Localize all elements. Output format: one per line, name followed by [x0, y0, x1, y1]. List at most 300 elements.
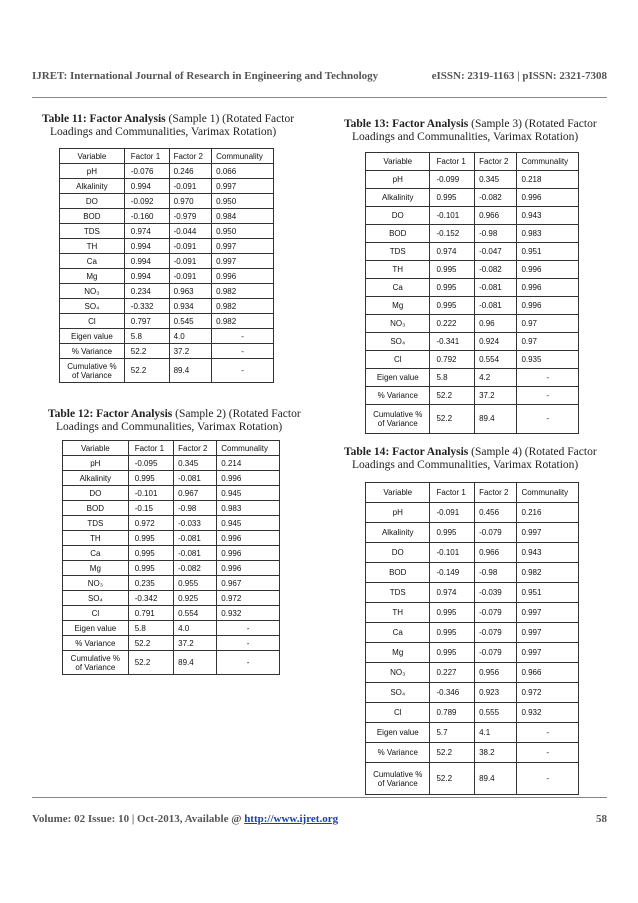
row-label: Ca — [366, 279, 430, 297]
table-cell: 0.983 — [217, 501, 280, 516]
table-cell: -0.346 — [430, 683, 475, 703]
row-label: Alkalinity — [366, 189, 430, 207]
table-cell: 89.4 — [169, 359, 212, 383]
table-cell: 0.995 — [430, 623, 475, 643]
issn: eISSN: 2319-1163 | pISSN: 2321-7308 — [431, 70, 607, 82]
table-row — [60, 194, 274, 209]
journal-link[interactable]: http://www.ijret.org — [244, 813, 339, 825]
row-label: Cl — [366, 703, 430, 723]
table-cell: 89.4 — [475, 763, 517, 795]
table-label: Table 14 — [344, 446, 386, 458]
table-cell: 0.996 — [517, 297, 579, 315]
table-cell: -0.079 — [475, 623, 517, 643]
table-row — [366, 189, 579, 207]
row-label: TH — [366, 261, 430, 279]
table-cell: 0.972 — [217, 591, 280, 606]
table-cell: - — [517, 743, 579, 763]
table-cell: 0.995 — [430, 189, 475, 207]
table-row — [63, 606, 280, 621]
column-header: Factor 1 — [430, 483, 475, 503]
table-cell: 37.2 — [174, 636, 217, 651]
table-row — [366, 663, 579, 683]
table-cell: 0.966 — [475, 207, 517, 225]
table-cell: -0.342 — [128, 591, 173, 606]
table-header-row — [366, 483, 579, 503]
table-cell: -0.081 — [475, 297, 517, 315]
table-row — [366, 583, 579, 603]
row-label: Alkalinity — [63, 471, 129, 486]
table-row — [63, 576, 280, 591]
table-row — [366, 603, 579, 623]
table-header-row — [60, 149, 274, 164]
table-cell: 0.966 — [517, 663, 579, 683]
table-cell: 0.222 — [430, 315, 475, 333]
row-label: NO₃ — [63, 576, 129, 591]
table-cell: -0.091 — [169, 254, 212, 269]
table-row — [63, 636, 280, 651]
table-cell: 52.2 — [430, 763, 475, 795]
table-cell: 4.0 — [174, 621, 217, 636]
page-header — [32, 70, 607, 82]
table-cell: 0.96 — [475, 315, 517, 333]
table-header-row — [63, 441, 280, 456]
table-cell: 0.951 — [517, 243, 579, 261]
table-cell: 0.345 — [475, 171, 517, 189]
row-label: TDS — [63, 516, 129, 531]
row-label: Cumulative % of Variance — [366, 763, 430, 795]
table-cell: -0.332 — [124, 299, 169, 314]
table-cell: - — [212, 359, 274, 383]
table-cell: - — [517, 387, 579, 405]
table-cell: -0.98 — [475, 563, 517, 583]
table-cell: 0.924 — [475, 333, 517, 351]
table-cell: - — [212, 329, 274, 344]
table-row — [63, 456, 280, 471]
table-cell: 0.994 — [124, 269, 169, 284]
row-label: Mg — [63, 561, 129, 576]
table-title-line2: Loadings and Communalities, Varimax Rotation) — [352, 131, 579, 143]
table-cell: 5.7 — [430, 723, 475, 743]
table-cell: -0.039 — [475, 583, 517, 603]
column-header: Variable — [366, 483, 430, 503]
table-cell: 0.216 — [517, 503, 579, 523]
table-cell: 0.555 — [475, 703, 517, 723]
table-cell: -0.98 — [174, 501, 217, 516]
table-row — [63, 516, 280, 531]
table-cell: 0.955 — [174, 576, 217, 591]
table-cell: -0.98 — [475, 225, 517, 243]
table-cell: 0.227 — [430, 663, 475, 683]
table-cell: 89.4 — [174, 651, 217, 675]
column-header: Factor 1 — [124, 149, 169, 164]
table-row — [60, 269, 274, 284]
table-cell: 0.996 — [217, 561, 280, 576]
table-cell: -0.091 — [169, 239, 212, 254]
table-cell: 0.943 — [517, 207, 579, 225]
table-cell: -0.091 — [169, 269, 212, 284]
table-row — [366, 643, 579, 663]
column-header: Communality — [517, 153, 579, 171]
table-cell: -0.076 — [124, 164, 169, 179]
row-label: DO — [366, 207, 430, 225]
table-cell: -0.044 — [169, 224, 212, 239]
table-cell: -0.092 — [124, 194, 169, 209]
row-label: Cl — [366, 351, 430, 369]
table-cell: 0.792 — [430, 351, 475, 369]
row-label: TDS — [366, 583, 430, 603]
row-label: TH — [60, 239, 125, 254]
table-cell: 0.982 — [212, 299, 274, 314]
table-cell: 0.970 — [169, 194, 212, 209]
table-cell: 0.950 — [212, 194, 274, 209]
table-cell: 0.797 — [124, 314, 169, 329]
table-cell: 0.996 — [217, 546, 280, 561]
table-cell: 0.974 — [430, 243, 475, 261]
table-row — [366, 279, 579, 297]
table-cell: 0.995 — [430, 603, 475, 623]
column-header: Factor 2 — [475, 483, 517, 503]
column-header: Communality — [517, 483, 579, 503]
table-title-rest: (Sample 3) (Rotated Factor — [468, 118, 597, 130]
table-cell: 0.943 — [517, 543, 579, 563]
row-label: BOD — [63, 501, 129, 516]
table-row — [60, 314, 274, 329]
table-cell: 0.945 — [217, 516, 280, 531]
table-cell: 5.8 — [124, 329, 169, 344]
table-row — [60, 179, 274, 194]
table-cell: -0.047 — [475, 243, 517, 261]
table-cell: 52.2 — [128, 651, 173, 675]
table-cell: 0.995 — [430, 279, 475, 297]
table-cell: - — [517, 369, 579, 387]
row-label: Alkalinity — [366, 523, 430, 543]
table-row — [366, 207, 579, 225]
table-row — [366, 405, 579, 434]
table-11 — [59, 148, 274, 383]
table-row — [366, 315, 579, 333]
table-row — [366, 243, 579, 261]
table-row — [366, 523, 579, 543]
table-12 — [62, 440, 280, 675]
table-row — [63, 561, 280, 576]
table-cell: 52.2 — [430, 743, 475, 763]
table-label: Table 13 — [344, 118, 386, 130]
table-row — [60, 239, 274, 254]
column-header: Variable — [60, 149, 125, 164]
table-cell: 4.1 — [475, 723, 517, 743]
table-cell: 0.982 — [517, 563, 579, 583]
table-row — [366, 703, 579, 723]
row-label: SO₄ — [366, 333, 430, 351]
table-cell: -0.082 — [475, 261, 517, 279]
table-cell: 0.956 — [475, 663, 517, 683]
table-cell: -0.091 — [430, 503, 475, 523]
table-title-line2: Loadings and Communalities, Varimax Rotation) — [56, 421, 283, 433]
table-cell: 0.982 — [212, 284, 274, 299]
table-row — [60, 164, 274, 179]
row-label: Eigen value — [366, 369, 430, 387]
row-label: Cumulative % of Variance — [366, 405, 430, 434]
table-13 — [365, 152, 579, 434]
table-row — [366, 683, 579, 703]
table-cell: 0.554 — [174, 606, 217, 621]
table-cell: -0.081 — [475, 279, 517, 297]
row-label: BOD — [60, 209, 125, 224]
table-cell: 89.4 — [475, 405, 517, 434]
table-cell: 0.934 — [169, 299, 212, 314]
table-cell: -0.081 — [174, 471, 217, 486]
table-cell: -0.091 — [169, 179, 212, 194]
table-cell: 0.995 — [128, 471, 173, 486]
table-title: : Factor Analysis — [385, 118, 469, 130]
table-cell: 0.995 — [430, 643, 475, 663]
table-row — [60, 344, 274, 359]
table-11-caption — [42, 113, 294, 139]
table-cell: 0.995 — [128, 546, 173, 561]
table-cell: -0.095 — [128, 456, 173, 471]
table-cell: -0.341 — [430, 333, 475, 351]
table-cell: 0.966 — [475, 543, 517, 563]
table-cell: 0.97 — [517, 315, 579, 333]
table-cell: 52.2 — [124, 344, 169, 359]
column-header: Factor 2 — [169, 149, 212, 164]
table-header-row — [366, 153, 579, 171]
table-cell: 0.789 — [430, 703, 475, 723]
table-cell: 0.945 — [217, 486, 280, 501]
table-cell: 52.2 — [124, 359, 169, 383]
table-row — [63, 471, 280, 486]
table-cell: 0.935 — [517, 351, 579, 369]
table-cell: 0.997 — [517, 643, 579, 663]
footer-volume — [32, 813, 338, 825]
table-cell: -0.15 — [128, 501, 173, 516]
table-cell: 0.246 — [169, 164, 212, 179]
table-row — [366, 297, 579, 315]
table-row — [63, 501, 280, 516]
table-cell: 0.974 — [430, 583, 475, 603]
column-header: Communality — [217, 441, 280, 456]
table-row — [366, 171, 579, 189]
row-label: BOD — [366, 225, 430, 243]
table-14 — [365, 482, 579, 795]
table-row — [60, 299, 274, 314]
table-cell: -0.082 — [475, 189, 517, 207]
table-cell: 0.345 — [174, 456, 217, 471]
row-label: pH — [63, 456, 129, 471]
table-cell: 0.967 — [217, 576, 280, 591]
table-cell: 0.997 — [517, 523, 579, 543]
table-cell: 52.2 — [430, 405, 475, 434]
table-cell: -0.101 — [430, 543, 475, 563]
table-cell: 0.995 — [128, 531, 173, 546]
table-cell: 0.932 — [517, 703, 579, 723]
column-header: Factor 1 — [430, 153, 475, 171]
table-cell: 0.997 — [517, 603, 579, 623]
table-cell: 0.218 — [517, 171, 579, 189]
table-cell: -0.079 — [475, 523, 517, 543]
table-cell: 38.2 — [475, 743, 517, 763]
table-cell: 0.963 — [169, 284, 212, 299]
table-title-rest: (Sample 4) (Rotated Factor — [468, 446, 597, 458]
table-row — [366, 543, 579, 563]
table-cell: 0.996 — [517, 279, 579, 297]
table-cell: - — [517, 723, 579, 743]
column-header: Factor 2 — [475, 153, 517, 171]
table-row — [60, 209, 274, 224]
table-cell: 0.925 — [174, 591, 217, 606]
table-cell: 0.996 — [517, 261, 579, 279]
journal-name: IJRET: International Journal of Research in Engineering and Technology — [32, 70, 379, 82]
column-header: Factor 1 — [128, 441, 173, 456]
table-cell: 0.214 — [217, 456, 280, 471]
table-cell: 0.791 — [128, 606, 173, 621]
table-row — [366, 563, 579, 583]
table-cell: -0.033 — [174, 516, 217, 531]
table-cell: 0.456 — [475, 503, 517, 523]
column-header: Factor 2 — [174, 441, 217, 456]
page-footer — [32, 813, 607, 825]
row-label: % Variance — [63, 636, 129, 651]
row-label: SO₄ — [60, 299, 125, 314]
table-cell: 0.545 — [169, 314, 212, 329]
row-label: Cumulative % of Variance — [60, 359, 125, 383]
table-cell: 0.996 — [217, 531, 280, 546]
table-cell: 0.972 — [517, 683, 579, 703]
table-label: Table 12 — [48, 408, 90, 420]
table-cell: 0.996 — [517, 189, 579, 207]
table-cell: 0.994 — [124, 254, 169, 269]
table-14-caption — [344, 446, 597, 472]
table-cell: 0.967 — [174, 486, 217, 501]
table-row — [60, 359, 274, 383]
table-cell: -0.081 — [174, 531, 217, 546]
table-cell: 0.983 — [517, 225, 579, 243]
table-row — [366, 261, 579, 279]
table-cell: 0.982 — [212, 314, 274, 329]
row-label: NO₃ — [60, 284, 125, 299]
table-cell: 0.972 — [128, 516, 173, 531]
row-label: pH — [60, 164, 125, 179]
table-cell: 0.994 — [124, 179, 169, 194]
row-label: NO₃ — [366, 315, 430, 333]
table-cell: 0.950 — [212, 224, 274, 239]
table-row — [366, 387, 579, 405]
table-cell: 0.997 — [212, 179, 274, 194]
row-label: Ca — [60, 254, 125, 269]
table-cell: -0.079 — [475, 643, 517, 663]
row-label: % Variance — [366, 743, 430, 763]
row-label: TH — [366, 603, 430, 623]
table-cell: 0.996 — [217, 471, 280, 486]
column-header: Communality — [212, 149, 274, 164]
row-label: Mg — [366, 297, 430, 315]
table-cell: 37.2 — [475, 387, 517, 405]
table-cell: 0.995 — [430, 297, 475, 315]
table-cell: 0.932 — [217, 606, 280, 621]
table-cell: 0.996 — [212, 269, 274, 284]
table-cell: 52.2 — [128, 636, 173, 651]
table-row — [366, 623, 579, 643]
table-row — [63, 546, 280, 561]
table-row — [60, 224, 274, 239]
table-12-caption — [48, 408, 301, 434]
row-label: % Variance — [366, 387, 430, 405]
table-title-line2: Loadings and Communalities, Varimax Rotation) — [352, 459, 579, 471]
table-cell: 0.066 — [212, 164, 274, 179]
row-label: Eigen value — [63, 621, 129, 636]
table-row — [366, 351, 579, 369]
table-13-caption — [344, 118, 597, 144]
table-cell: 0.235 — [128, 576, 173, 591]
table-cell: 0.984 — [212, 209, 274, 224]
table-cell: 0.974 — [124, 224, 169, 239]
footer-divider — [32, 797, 607, 798]
column-header: Variable — [63, 441, 129, 456]
table-cell: - — [217, 621, 280, 636]
table-row — [63, 591, 280, 606]
table-cell: -0.099 — [430, 171, 475, 189]
table-cell: 0.995 — [430, 523, 475, 543]
table-cell: 0.997 — [212, 254, 274, 269]
row-label: BOD — [366, 563, 430, 583]
table-cell: 0.997 — [212, 239, 274, 254]
table-cell: 0.995 — [430, 261, 475, 279]
row-label: % Variance — [60, 344, 125, 359]
table-cell: - — [217, 636, 280, 651]
row-label: Mg — [366, 643, 430, 663]
table-row — [366, 333, 579, 351]
table-row — [366, 723, 579, 743]
table-row — [63, 621, 280, 636]
table-title-rest: (Sample 1) (Rotated Factor — [165, 113, 295, 125]
table-row — [63, 651, 280, 675]
table-cell: 4.0 — [169, 329, 212, 344]
table-row — [366, 369, 579, 387]
table-row — [366, 743, 579, 763]
row-label: Ca — [366, 623, 430, 643]
table-row — [63, 486, 280, 501]
row-label: Cl — [60, 314, 125, 329]
table-cell: 0.923 — [475, 683, 517, 703]
table-cell: 0.97 — [517, 333, 579, 351]
table-cell: -0.081 — [174, 546, 217, 561]
row-label: TDS — [60, 224, 125, 239]
table-cell: -0.079 — [475, 603, 517, 623]
row-label: Cl — [63, 606, 129, 621]
table-row — [60, 284, 274, 299]
table-title: : Factor Analysis — [385, 446, 469, 458]
table-cell: 5.8 — [430, 369, 475, 387]
column-header: Variable — [366, 153, 430, 171]
table-cell: -0.149 — [430, 563, 475, 583]
table-cell: -0.979 — [169, 209, 212, 224]
row-label: DO — [366, 543, 430, 563]
row-label: DO — [60, 194, 125, 209]
table-cell: - — [517, 763, 579, 795]
table-row — [366, 225, 579, 243]
row-label: Alkalinity — [60, 179, 125, 194]
table-cell: 0.554 — [475, 351, 517, 369]
row-label: SO₄ — [366, 683, 430, 703]
row-label: TH — [63, 531, 129, 546]
table-label: Table 11 — [42, 113, 83, 125]
table-cell: 37.2 — [169, 344, 212, 359]
table-title: : Factor Analysis — [89, 408, 173, 420]
table-row — [60, 254, 274, 269]
row-label: Eigen value — [60, 329, 125, 344]
table-cell: - — [217, 651, 280, 675]
table-row — [60, 329, 274, 344]
